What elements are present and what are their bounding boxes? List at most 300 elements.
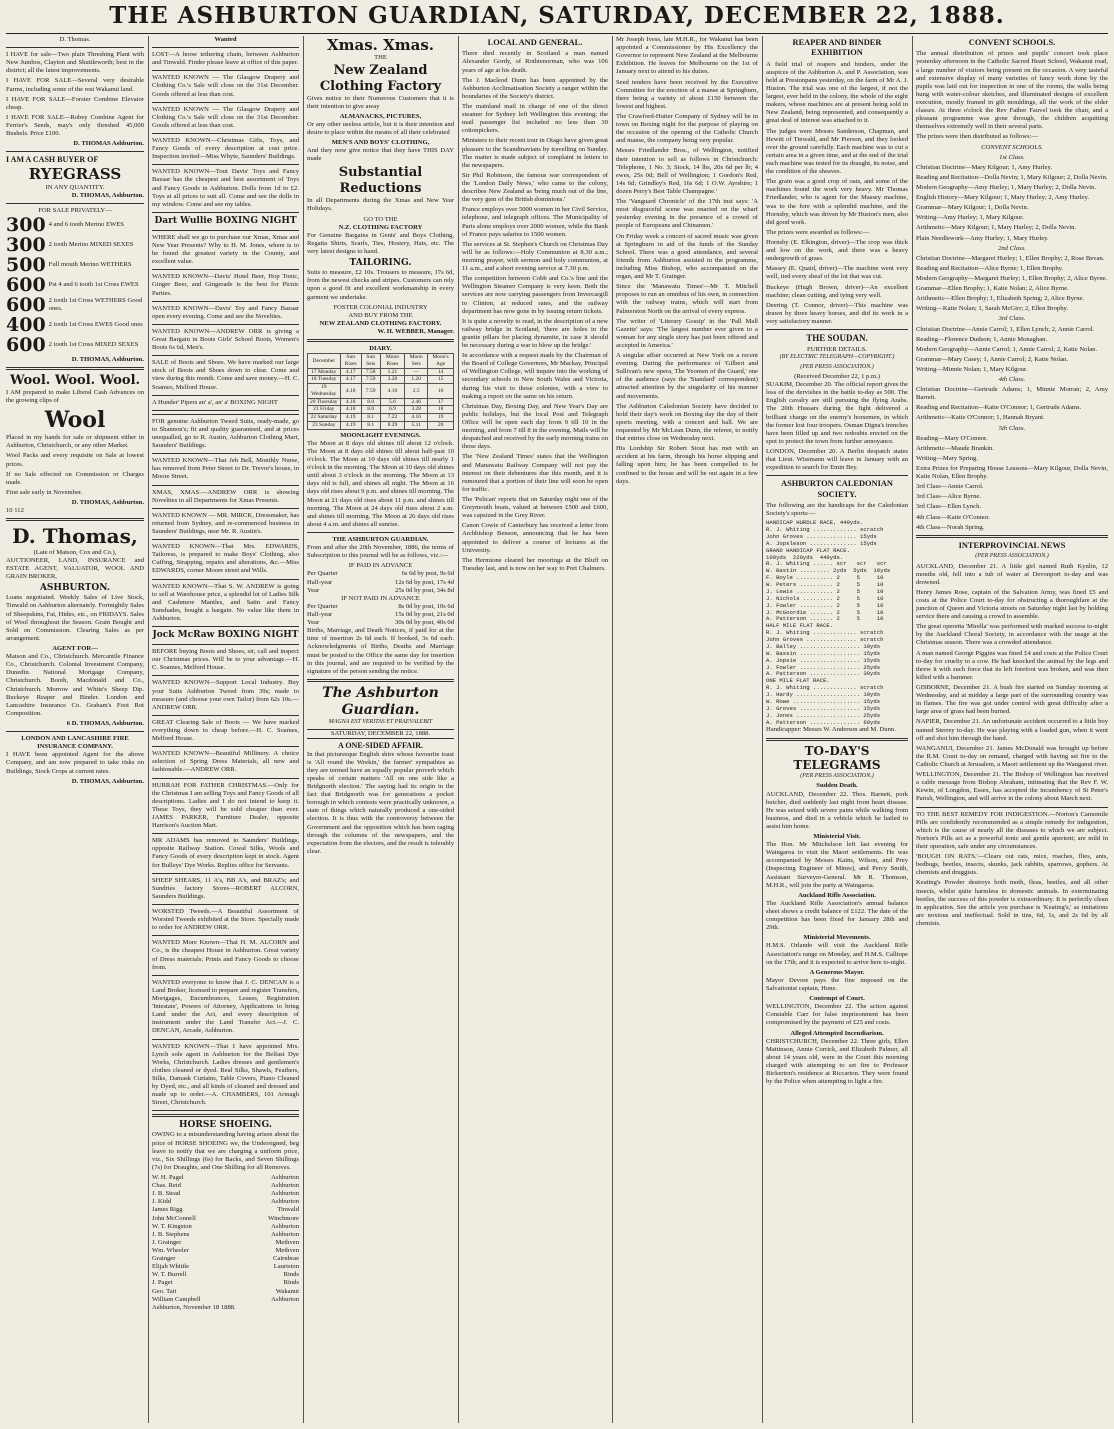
diary-cell: 16 [428,384,454,399]
prize-line: 3rd Class—Alice Byrne. [916,493,982,501]
news-paragraph: Mr Joseph Ivess, late M.H.R., for Wakanui has been appointed a Commissioner by His Excellency the Governor to represent New Zealand at the Melbourne Exhibition. He leaves for Melbourne on the 1st of January next to attend to his duties. [616,36,758,76]
divider [152,626,299,627]
news-list [616,36,758,486]
divider [152,675,299,676]
smith-name: J. B. Stephens [152,1230,190,1238]
interprovincial-item: WANGANUI, December 21. James McDonald was brought up before the R.M. Court to-day on remand, charged with having set fire to the Catholic Church at Jerusalem, a Maori settlement up the Wanganui river. [916,744,1108,769]
handicap-line: A. Patterson ............... 30yds [766,670,881,678]
news-paragraph: Since the 'Manawatu Times'—Mr T. Mitchell proposes to run an omnibus of his own, in connection with the railway trains, which will start from Palmerston North on the arrival of every express. [616,283,758,315]
diary-cell: 6.9 [380,406,405,414]
divider [152,133,299,134]
horse-shoeing-text: OWING to a misunderstanding having arisen about the price of HORSE SHOEING we, the Undersigned, beg leave to notify that we are charging a uniform price, viz., Six Shillings (6s) for Backs, and Seven Shillings (7s) for Draughts, and One Shilling for all Removes. [152,1131,299,1171]
wanted-ad: WANTED KNOWN—That Mrs. EDWARDS, Tailoress, is prepared to make Boys' Clothing, also Cuffing, Strapping, repairs and alterations, &c.—Miss EDWARDS, corner Moore street and Wills. [152,543,299,575]
diary-cell: 7.59 [361,384,380,399]
diary-header-cell: December [308,354,341,369]
diary-header-cell: Sun Sets [361,354,380,369]
diary-row [308,414,454,422]
soudan-heading: THE SOUDAN. [806,333,868,344]
ryegrass-heading: I AM A CASH BUYER OF [6,155,99,165]
smith-name: J. Kidd [152,1198,172,1206]
go-to-label: GO TO THE [363,215,398,223]
diary-cell: 14 [428,368,454,376]
diary-cell: 7.22 [380,414,405,422]
reaper-paragraph: The prizes were awarded as follows:— [766,228,870,236]
reaper-report [766,61,908,237]
smith-town: Ashburton [271,1174,299,1181]
diary-cell: 4.18 [340,398,361,406]
handicap-line: J. Groves .................. 15yds [766,704,881,712]
handicap-line: 100yds 220yds 440yds. [766,553,844,561]
ryegrass-quantity: IN ANY QUANTITY. [45,183,105,191]
diary-cell: 5.6 [380,398,405,406]
factory-intro-3: And they now give notice that they have THIS DAY made [307,147,454,163]
guardian-flag: The Ashburton Guardian. [322,684,439,719]
telegram-heading: Ministerial Movements. [803,934,871,942]
smith-row [152,1255,299,1263]
wanted-ad: WANTED KNOWN—Support Local Industry. Buy your Suits Ashburton Tweed from 39s; made to measure (and choose your own Tailor) from 62s 10s.—ANDREW ORR. [152,679,299,711]
smith-row [152,1288,299,1296]
convent-intro: The annual distribution of prizes and pupils' concert took place yesterday afternoon in the Catholic Sacred Heart School, Wakanui road, a large number of visitors being present on the occasion. A very tasteful and extensive display of many varieties of fancy work done by the pupils was laid out for inspection in one of the rooms, the walls being hung with water-colour sketches, and illuminated designs of excellent execution, mostly framed in gilt mouldings, all the work of the elder classes. At three o'clock the Rev Father Fauvel took the chair, and a pleasant programme was gone through, the children acquitting themselves extremely well in their several parts. [916,50,1108,131]
diary-cell: 7.58 [361,368,380,376]
smith-name: Wm. Wheeler [152,1246,189,1254]
thomas-sales: Loans negotiated. Weekly Sales of Live Stock, Tinwald on Ashburton alternately. Fortnightly Sales of Sheepskins, Fat, Hides, etc., on FRIDAYS. Sales of Wool throughout the Season. Grain Bought and Sold on Commission. Clearing Sales as per arrangement. [6,594,144,642]
moonlight-text: The Moon at 8 days old shines till about 12 o'clock. The Moon at 8 days old shines till about half-past 10 o'clock. The Moon at 10 days old shines till nearly 1 o'clock in the morning. The Moon at 10 days old shines until about 3 o'clock in the morning. The Moon at 13 days old is full, and shines all night. The Moon at 16 days old rises about 9 p.m. and shines till morning. The Moon at 21 days old rises about 11 p.m. and shines till morning. The Moon at 24 days old rises about 2 a.m. and shines till morning. The Moon at 26 days old rises about 4 a.m. and shines all sunrise. [307,439,454,528]
wanted-ad: A Hunder' Pipers an' a', an' a' BOXING NIGHT [152,398,278,406]
smith-town: Ashburton [271,1182,299,1190]
smith-town: Cairnbrae [273,1255,299,1263]
wanted-list [152,234,299,411]
prize-line: Reading—Florence Dudson; 1, Annie Monaghan. [916,335,1048,343]
prize-line: Arithmetic—Maude Brankin. [916,444,995,452]
reaper-results [766,239,908,326]
wool-text: Placed in my hands for sale or shipment either in Ashburton, Christchurch, or any other Market. [6,434,144,450]
thomas-services: AUCTIONEER, LAND, INSURANCE and ESTATE AGENT, VALUATOR, WOOL AND GRAIN BROKER, [6,556,144,581]
smith-row [152,1206,299,1214]
smith-name: Elijah Whittle [152,1263,190,1271]
sheep-count: 400 [6,313,46,336]
reaper-result: Buckeye (Hugh Brown, driver)—An excellent machine; clean cutting, and tying very well. [766,283,908,299]
smith-town: Ashburton [271,1295,299,1303]
news-paragraph: It is quite a novelty to read, in the description of a new railway bridge in Scotland, 'there are holes in the granite pillars for placing dynamite, in case it should be necessary during a war to blow up the bridge.' [462,317,608,350]
ad-farms: I HAVE FOR SALE—Several very desirable Farms, including some of the rest Wakanui land. [6,77,144,93]
divider [152,453,299,454]
horse-shoeing-date: Ashburton, November 18 1888. [152,1303,236,1311]
divider [152,324,299,325]
diary-cell: 4.10 [380,384,405,399]
news-paragraph: Ministers to their recent tour in Otago have given great pleasure to the Scandinavians by travelling on Sunday. The matter is made subject of complaint in letters to the newspapers. [462,137,608,169]
news-paragraph: The Crawford-Hutter Company of Sydney will be in town on Boxing night for the purpose of playing on the occasion of the opening of the Catholic Church and manse, the company being very popular. [616,112,758,145]
handicap-line: J. Fowler .................. 25yds [766,663,881,671]
diary-header-cell: Moon's Age [428,354,454,369]
telegram-heading: Sudden Death. [816,782,858,790]
sheep-description: 4 and 6 tooth Merino EWES [48,221,124,229]
terms-period: Per Quarter [307,602,338,610]
smith-row [152,1223,299,1231]
factory-name-2: NEW ZEALAND CLOTHING FACTORY. [319,319,442,327]
wanted-ad: HURRAH FOR FATHER CHRISTMAS.—Only for the Christmas I am selling Toys and Fancy Goods of all descriptions. Ladies and I do not intend to keep it. These Toys, they will be sold cheaper than ever. JAMES PARKER, Furniture Dealer, opposite Harrison's Auction Mart. [152,781,299,830]
smith-town: Tinwald [277,1206,299,1214]
prize-line: Christian Doctrine—Margaret Hurley; 1, Ellen Brophy; 2, Rose Bevan. [916,254,1105,262]
terms-row [307,570,454,578]
terms-heading: IF PAID IN ADVANCE [348,562,413,570]
diary-row [308,398,454,406]
smith-name: Geo. Tait [152,1287,177,1295]
diary-header-cell: Moon Rises [380,354,405,369]
diary-cell: 2.5 [405,384,428,399]
diary-cell: 8.1 [361,414,380,422]
advert-rats: 'BOUGH ON RATS.'—Clears out rats, mice, roaches, flies, ants, bedbugs, beetles, insects, skunks, jack rabbits, sparrows, gophers. At chemists and druggists. [916,853,1108,877]
divider [152,164,299,165]
wanted-list [152,648,299,1111]
prize-line: Grammar—Mary Kilgour; 1, Dolla Nevin. [916,204,1029,212]
column-wanted-advertisements [152,36,299,1423]
agent-heading: AGENT FOR— [52,645,98,652]
advert-keatings: Keating's Powder destroys both moth, fleas, beetles, and all other insects, whilst quite harmless to domestic animals. In exterminating beetles, the success of this powder is extraordinary. It is perfectly clean in application. See the article you purchase is 'Keating's,' as imitations are noxious and ineffectual. Sold in tins, 6d, 1s, and 2s 6d by all chemists. [916,879,1108,927]
smith-town: Winchmore [268,1214,299,1222]
diary-cell: 19 Wednesday [308,384,341,399]
diary-cell: 23 Sunday [308,421,341,429]
telegram-heading: Auckland Rifle Association. [798,891,876,899]
diary-table [307,353,454,430]
reaper-heading: REAPER AND BINDER EXHIBITION [792,38,882,58]
wanted-list [152,418,299,627]
sheep-count: 600 [6,293,46,316]
prize-line: Arithmetic—Mary Kilgour; 1, Mary Hurley; 2, Dolla Nevin. [916,224,1077,232]
diary-cell: 4.16 [405,414,428,422]
sheep-count: 300 [6,233,46,256]
prize-line: Grammar—Mary Casey; 1, Annie Carrol; 2, Katie Nolan. [916,355,1068,363]
smith-name: Grainger [152,1255,176,1263]
news-paragraph: The Hermione cleared her moorings at the Bluff on Tuesday last, and is now on her way to Port Chalmers. [462,556,608,572]
factory-name: N.Z. CLOTHING FACTORY [338,223,423,231]
xmas-heading: Xmas. Xmas. [326,36,434,54]
wanted-ad: MR ADAMS has removed to Saunders' Buildings, opposite Railway Station. Cowal Silks, Wools and Fancy Goods of every description kept in stock. Agent for Bulleys' Dye Works. Replies office for Servants. [152,837,299,869]
wanted-ad: WANTED KNOWN—That Jeh Bell, Monthly Nurse, has removed from Peter Street to Dr. Trevor's house, in Moore Street. [152,457,299,481]
soudan-received: (Received December 22, 1 p.m.) [794,372,880,380]
handicap-line: W. Peters .......... 2 5 10 [766,581,884,589]
reaper-paragraph: The judges were Messrs Sanderson, Chapman, and Hewitt of Tinwald, and Mr Pierson, and they looked over the ground carefully. Each machine was to cut a certain area in a given time, and at the end of the trial each machine was tested for its draught, its noise, and the condition of the sheaves. [766,127,908,176]
news-paragraph: Seed tenders have been received by the Executive Committee for the erection of a manse at Springburn, there being a variety of about £150 between the lowest and highest. [616,78,758,110]
smith-name: W. T. Burrell [152,1271,187,1279]
handicapper: Handicapper: Messrs W. Anderson and M. Dunn. [766,726,896,734]
smith-row [152,1215,299,1223]
handicap-line: R. J. Whiting ...... scr scr scr [766,560,887,568]
divider [152,1039,299,1040]
prize-line: 4th Class—Katie O'Connor. [916,513,990,521]
news-paragraph: The J. Macleod Dunn has been appointed by the Ashburton Acclimatisation Society a ranger within the boundaries of the Society's district. [462,76,608,100]
terms-row [307,619,454,627]
smith-town: Wakanui [275,1287,299,1295]
handicap-line: J. Hardy ................... 10yds [766,691,881,699]
wanted-ad: SHEEP SHEARS, 11 A's, BB A's, and BRAZ's; and Sundries factory Stores—ROBERT ALCORN, Saunders Buildings. [152,876,299,900]
prize-line: 1st Class. [999,153,1025,161]
diary-cell: 17 [428,398,454,406]
sheep-sale-row [6,313,144,336]
handicap-line: A. Jopsie .................. 15yds [766,656,881,664]
interprovincial-item: GISBORNE, December 21. A bush fire started on Sunday morning at Wednesday, and at midday a large part of the surrounding country was in flames. The fire was got under control with great difficulty after a large area of grass had been burned. [916,684,1108,716]
sheep-sale-row [6,233,144,256]
smith-name: William Campbell [152,1295,201,1303]
signature: 6 D. THOMAS, Ashburton. [66,719,144,727]
handicap-line: A. Patterson ............... 60yds [766,718,881,726]
advert-indigestion: TO THE BEST REMEDY FOR INDIGESTION.—Norton's Camomile Pills are confidently recommended as a simple remedy for indigestion, which is the cause of nearly all the diseases to which we are subject. Norton's Pills act as a powerful tonic and gentle aperient; are mild in their operation, safe under any circumstances. [916,810,1108,850]
column-thomas-advertisements [6,36,144,1423]
telegram-heading: A Generous Mayor. [809,968,865,976]
diary-cell: 20 [428,421,454,429]
the-label: THE [374,54,387,62]
smith-name: J. Grainger [152,1238,182,1246]
column-clothing-factory [307,36,454,1423]
wanted-ad: WANTED KNOWN—Beautiful Millinery. A choice selection of Spring Dress Materials, all new and fashionable.—ANDREW ORR. [152,750,299,774]
smith-row [152,1198,299,1206]
telegram-text: AUCKLAND, December 22. Thos. Barnett, pork butcher, died suddenly last night from heart disease. He was seized with severe pains while walking from business, and died in a vehicle which he hailed to assist him home. [766,790,908,830]
prize-line: Writing—Mary Spring. [916,454,979,462]
telegram-text: WELLINGTON, December 22. The action against Constable Carr for false imprisonment has been compromised by the payment of £25 and costs. [766,1003,908,1027]
smith-row [152,1263,299,1271]
smith-name: J. Paget [152,1279,173,1287]
wanted-ad: WANTED KNOWN—Tout Davis' Toys and Fancy Bazaar has the cheapest and best assortment of Toys and Fancy Goods in Ashburton. Dolls from 1d to £2. Toys at all prices to suit all. Come and see the dolls in my window. Come and see my tables. [152,168,299,208]
interprovincial-sub: (PER PRESS ASSOCIATION.) [975,553,1049,560]
sheep-sale-row [6,333,144,356]
clothing-label: MEN'S AND BOYS' CLOTHING, [331,139,430,147]
local-general-heading: LOCAL AND GENERAL. [487,38,583,47]
reaper-result: Massey (E. Quaid, driver)—The machine went very well, tied every sheaf of the lot that was cut. [766,265,908,281]
smith-row [152,1174,299,1182]
news-paragraph: The 'New Zealand Times' states that the Wellington and Manawatu Railway Company will not pay the interest on their debentures due this month, and it is rumoured that a portion of their line will soon be open for traffic. [462,453,608,493]
local-news-list [462,50,608,573]
factory-intro-2: Or any other useless article, but it is their intention and desire to place within the means of all their celebrated [307,120,454,136]
tailoring-text: Suits to measure, £2 10s. Trousers to measure, 17s 6d, from the newest checks and stripes. Customers can rely upon a good fit and excellent workmanship in every garment we undertake. [307,269,454,301]
moonlight-heading: MOONLIGHT EVENINGS. [340,431,421,439]
divider [152,508,299,509]
handicap-line: ONE MILE FLAT RACE. [766,677,830,685]
diary-cell: 19 [428,414,454,422]
divider [152,70,299,71]
prize-line: Arithmetic—Ellen Brophy; 1, Elizabeth Spring; 2, Alice Byrne. [916,295,1085,303]
divider [152,485,299,486]
handicap-line: A. Patterson ....... 2 5 10 [766,615,884,623]
prize-line: 4th Class. [998,376,1026,384]
prize-line: Modern Geography—Margaret Hurley; 1, Ellen Brophy; 2, Alice Byrne. [916,274,1108,282]
guardian-motto: MAGNA EST VERITAS ET PRAEVALEBIT [328,719,433,726]
reaper-result: Hornsby (E. Elkington, driver)—The crop was thick and low on the work, and there was a heavy undergrowth of grass. [766,238,908,263]
tailoring-heading: TAILORING. [349,258,412,269]
wanted-ad: WANTED KNOWN—That S. W. ANDREW is going to sell at Warehouse price, a splendid lot of Ladies Silk and Cashmere Mantles, and Satin and Fancy Sunshades, bought a bargain. No value like them in Ashburton. [152,582,299,622]
prize-line: Reading and Recitation—Dolla Nevin; 1, Mary Kilgour; 2, Dolla Nevin. [916,173,1108,181]
diary-cell: 3.28 [405,406,428,414]
news-paragraph: Canon Cowie of Canterbury has received a letter from Archbishop Benson, announcing that he has been appointed to deliver a course of lectures at the University. [462,522,608,554]
caledonian-text: The following are the handicaps for the Caledonian Society's sports:— [766,501,908,518]
terms-price: 12s 6d by post, 17s 4d [395,578,454,586]
factory-intro-4: In all Departments during the Xmas and New Year Holidays. [307,197,454,213]
handicap-line: W. Bassin .................. 15yds [766,649,881,657]
smith-row [152,1182,299,1190]
sheep-description: 2 tooth Merino MIXED SEXES [48,241,134,249]
wanted-ad: WANTED KNOWN — The Glasgow Drapery and Clothing Co.'s Sale will close on the 31st December. Goods offered at less than cost. [152,105,299,129]
divider [152,539,299,540]
smith-name: James Rigg [152,1206,183,1214]
agent-list: Matson and Co., Christchurch. Mercantile Finance Co., Christchurch. Colonial Investment Company, Dunedin. National Mortgage Company, Christchurch. Booth, Macdonald and Co., Christchurch. Morrow and White's Sheep Dip. Buckeye Reaper and Binder. London and Lancashire Insurance Co. Graham's Foot Rot Composition. [6,653,144,717]
wool-packs: Wool Packs and every requisite on Sale at lowest prices. [6,452,144,468]
smiths-list [152,1174,299,1304]
handicap-line: J. Jones ................... 25yds [766,711,881,719]
prize-line: Reading—Mary O'Connor. [916,434,988,442]
news-paragraph: The 'Vanguard Chronicle' of the 17th inst says: 'A most disgraceful scene was enacted on the wharf yesterday evening in the presence of a crowd of people of Europeans and Chinamen.' [616,198,758,230]
terms-price: 6s 6d by post, 9s 6d [401,570,454,578]
divider [152,833,299,834]
handicap-list [766,520,908,726]
dart-wullie-ad: Dart Wullie BOXING NIGHT [154,215,297,226]
column-top-label: D. Thomas. [59,36,91,43]
sheep-sale-row [6,253,144,276]
terms-price: 25s 0d by post, 34s 8d [395,586,454,594]
wanted-ad: WANTED KNOWN — The Glasgow Drapery and Clothing Co.'s Sale will close on the 31st December. Goods offered at less than cost. [152,74,299,98]
wool-advance-text: I AM prepared to make Liberal Cash Advances on the growing clips of [6,389,144,405]
guardian-terms-text: From and after the 20th November, 1886, the terms of Subscription to this journal will be as follows, viz.:— [307,544,454,560]
wanted-ad: GREAT Clearing Sale of Boots — We have marked everything down to cheap before.—H. C. Soames, Melford House. [152,718,299,743]
news-paragraph: The competition between Cobb and Co.'s line and the Wellington Steamer Company is very keen. Both the services are now carrying passengers from Invercargill to Clinton, at reduced rates, and the railway department has now gone in by issuing return tickets. [462,275,608,315]
insurance-heading: LONDON AND LANCASHIRE FIRE INSURANCE COMPANY. [21,735,129,751]
reaper-paragraph: The grain was a good crop of oats, and some of the machines found the work very heavy. Mr Thomas Friedlander, who is agent for the Massey machine, was to the fore with a splendid machine, and the Hornsby, which was driven by Mr Huston's men, also did good work. [766,178,908,226]
horse-shoeing-heading: HORSE SHOEING. [179,1120,272,1131]
diary-cell: 4.19 [340,421,361,429]
convent-heading: CONVENT SCHOOLS. [968,38,1056,47]
diary-cell: 5.11 [405,421,428,429]
divider [152,1110,299,1111]
handicap-line: John Groves ............... scratch [766,636,884,644]
smith-name: W. H. Pagel [152,1174,184,1181]
telegram-heading: Ministerial Visit. [813,833,861,841]
wanted-ad: WHERE shall we go to purchase our Xmas, Xmas and New Year Presents? Why to H. M. Jones, where is to be found the greatest variety in the County, and excellent value. [152,233,299,266]
wanted-ad: SALE of Boots and Shoes. We have marked our large stock of Boots and Shoes down to clear. Come and view during this month. Come and save money.—H. C. Soames, Melford House. [152,359,299,391]
wanted-ad: XMAS, XMAS.—ANDREW ORR is showing Novelties in all Departments for Xmas Presents. [152,488,299,504]
sheep-sale-row [6,273,144,296]
terms-period: Half-year [307,578,333,586]
prize-line: Reading and Recitation—Katie O'Connor; 1, Gertrude Adams. [916,404,1082,412]
divider [152,102,299,103]
telegram-text: Mayor Devore pays the fine imposed on the Salvationist captain, Hone. [766,976,908,993]
news-paragraph: Messrs Friedlander Bros., of Wellington, notified their intention to sell as follows in Christchurch: 'Telephone, 1 No. 3; Stock, 14 lbs, 20s 6d per lb; 4 ewes, 25s 0d; Bell of Wellington; 1 Gordon's Red, 14s 6d; Grindley's Red, 16s 6d; 1 O.W. Ayrshire; 1 dozen Perry's Best Table Champagne.' [616,147,758,195]
diary-header-cell: Moon Sets [405,354,428,369]
prize-line: 4th Class—Norah Spring. [916,523,985,531]
news-paragraph: The services at St. Stephen's Church on Christmas Day will be as follows:—Holy Communion at 8.30 a.m.; morning prayer, with sermon and holy communion, at 11 a.m., and a short evening service at 7.30 p.m. [462,240,608,273]
prize-line: 3rd Class—Ellen Lynch. [916,503,982,511]
prize-line: Extra Prizes for Preparing House Lessons—Mary Kilgour, Dolla Nevin, Katie Nolan, Ellen Brophy. [916,465,1108,481]
telegrams-sub: (PER PRESS ASSOCIATION.) [800,773,874,780]
sheep-description: Pst 4 and 6 tooth 1st Cross EWES [48,281,139,289]
ad-elevator: I HAVE FOR SALE—Forster Combine Elevator cheap. [6,95,144,111]
divider [152,579,299,580]
column-rule [303,36,304,1423]
wanted-ad: WANTED KNOWN—That I have appointed Mrs. Lynch sole agent in Ashburton for the Belfast Dye Works, Christchurch. Ladies dresses and gentlemen's clothes cleaned or dyed. Real Silks, Shawls, Feathers, Silks, Damask Curtains, Table Covers, Piano Cleaned by Dyed, etc., and all kinds of cleaned and dressed and made up to order.—A. CHAMBERS, 101 Armagh Street, Christchurch. [152,1042,299,1107]
handicap-line: HALF MILE FLAT RACE. [766,622,834,630]
prize-line: CONVENT SCHOOLS. [981,143,1043,151]
news-paragraph: There died recently in Scotland a man named Alexander Gordy, of Rothienorman, who was 106 years of age at his death. [462,50,608,74]
interprovincial-item: Henry James Rose, captain of the Salvation Army, was fined £5 and costs at the Police Court to-day for obstructing a thoroughfare at the junction of Queen and Victoria streets on Saturday night last by holding service there and causing a crowd to assemble. [916,588,1108,621]
sheep-count: 600 [6,273,46,296]
prize-line: 2nd Class. [998,244,1026,252]
diary-row [308,376,454,384]
prize-line: Plain Needlework—Amy Hurley; 1, Mary Hurley. [916,234,1049,242]
diary-cell: 15 [428,376,454,384]
thomas-subtitle: (Late of Matson, Cox and Co.), [33,548,117,556]
caledonian-heading: ASHBURTON CALEDONIAN SOCIETY. [781,479,893,499]
news-paragraph: The Ashburton Caledonian Society have decided to hold their day's work on Boxing day the day of their sports meeting, with a concert and ball. We are requested by Mr McLean Dunn, the referee, to notify that entries close on Wednesday next. [616,402,758,443]
signature: D. THOMAS, Ashburton. [71,191,144,199]
handicap-line: J. Balley .................. 10yds [766,642,881,650]
handicap-line: J. McGoordie ....... 2 5 10 [766,608,884,616]
diary-cell: 4.18 [340,406,361,414]
editorial-heading: A ONE-SIDED AFFAIR. [338,740,423,750]
prize-line: Modern Geography—Annie Carrol; 1, Annie Carrol; 2, Katie Nolan. [916,345,1098,353]
news-paragraph: The mainland mail in charge of one of the direct steamer for Sydney left Wellington this evening; the mail passenger list included no less than 30 cottonpickers. [462,102,608,135]
diary-cell: 4.19 [340,414,361,422]
signature: D. THOMAS, Ashburton. [71,355,144,363]
diary-cell: 8.0 [361,406,380,414]
column-local-general [462,36,608,1423]
wanted-heading: Wanted [214,36,237,43]
interprovincial-item: A man named George Piggins was fined £4 and costs at the Police Court to-day for cruelty to a cow. He had knocked the animal by the legs and threw it with such force that its left forefoot was broken, and was then killed with a hammer. [916,649,1108,681]
terms-price: 15s 0d by post, 21s 0d [395,610,454,618]
sheep-sale-row [6,293,144,316]
prize-line: 3rd Class. [998,315,1026,323]
diary-cell: 18 Tuesday [308,376,341,384]
column-rule [612,36,613,1423]
news-paragraph: The writer of 'Literary Gossip' in the 'Pall Mall Gazette' says: 'The largest number ever given to a woman for any single story has just been offered and accepted in America.' [616,317,758,349]
telegrams-list [766,782,908,1086]
diary-row [308,368,454,376]
divider [152,301,299,302]
wanted-ad: WANTED KNOWN—ANDREW ORR is giving a Great Bargain in Boots Girls' School Boots, Women's Boots 6s 6d, Men's. [152,327,299,352]
telegrams-heading: TO-DAY'S TELEGRAMS [793,743,881,773]
divider [152,212,299,213]
smith-town: Methven [275,1246,299,1254]
telegram-heading: Alleged Attempted Incendiarism. [790,1029,884,1037]
column-convent-interprovincial [916,36,1108,1423]
prize-line: Modern Geography—Amy Hurley; 1, Mary Hurley; 2, Dolla Nevin. [916,183,1097,191]
smith-town: Rinds [283,1271,299,1279]
sheep-description: 2 tooth 1st Cross WETHERS Good ones. [48,297,143,313]
prize-line: Grammar—Ellen Brophy; 1, Katie Nolan; 2, Alice Byrne. [916,285,1069,293]
interprovincial-item: AUCKLAND, December 21. A little girl named Ruth Kynlin, 12 months old, fell into a tub of water at Devonport to-day and was drowned. [916,562,1108,586]
news-paragraph: In accordance with a request made by the Chairman of the Board of College Governors, Mr Mackay, Principal of Wellington College, will inquire into the working of secondary schools in New South Wales and Victoria, during his visit to those colonies, with a view to making a report on the same on his return. [462,352,608,400]
divider [152,904,299,905]
news-paragraph: Christmas Day, Boxing Day, and New Year's Day are public holidays, but the local Post and Telegraph Office will be open each day from 9 till 10 in the morning, and from 7 till 8 in the evening. Mails will be despatched and received by the early morning trains on those days. [462,402,608,451]
newspaper-title: THE ASHBURTON GUARDIAN, SATURDAY, DECEMBER 22, 1888. [109,2,1005,29]
terms-row [307,587,454,595]
terms-row [307,611,454,619]
reaper-result: Deering (T. Connor, driver)—This machine was drawn by three heavy horses, and did its work in a very satisfactory manner. [766,301,908,325]
smith-name: John McConnell [152,1214,196,1222]
wool-first-sale: First sale early in November. [6,488,83,496]
terms-price: 8s 0d by post, 10s 6d [398,602,454,610]
handicap-line: R. J. Whiting ............. scratch [766,629,884,637]
smith-town: Ashburton [271,1190,299,1198]
handicap-line: HANDICAP HURDLE RACE, 440yds. [766,519,864,527]
news-paragraph: A singular affair occurred at New York on a recent evening. During the performance of 'Gilbert and Sullivan's new opera, The Yeomen of the Guard,' one of the audience (says the 'Standard' correspondent) attracted attention by the singularity of his manner and movements. [616,352,758,400]
handicap-line: R. J. Whiting ............. scratch [766,684,884,692]
smith-name: Chas. Reid [152,1182,181,1190]
smith-town: Rinds [283,1279,299,1287]
column-rule [148,36,149,1423]
sheep-description: 2 tooth 1st Cross MIXED SEXES [48,341,139,349]
factory-title: New Zealand Clothing Factory [319,62,442,94]
news-paragraph: France employs over 5000 women in her Civil Service, telephone, and telegraph offices. The Municipality of Paris alone employs over 2000 women, while the Bank of France pays salaries to 1500 women. [462,206,608,238]
wanted-ad: WANTED KNOWN—Christmas Gifts, Toys, and Fancy Goods of every description at cost price. Inspection invited—Miss Whyte, Saunders' Buildings. [152,136,299,161]
prize-line: English History—Mary Kilgour; 1, Mary Hurley; 2, Amy Hurley. [916,194,1090,202]
prize-line: Writing—Katie Nolan; 1, Sarah McGirr; 2, Ellen Brophy. [916,305,1069,313]
diary-cell: 8.29 [380,421,405,429]
